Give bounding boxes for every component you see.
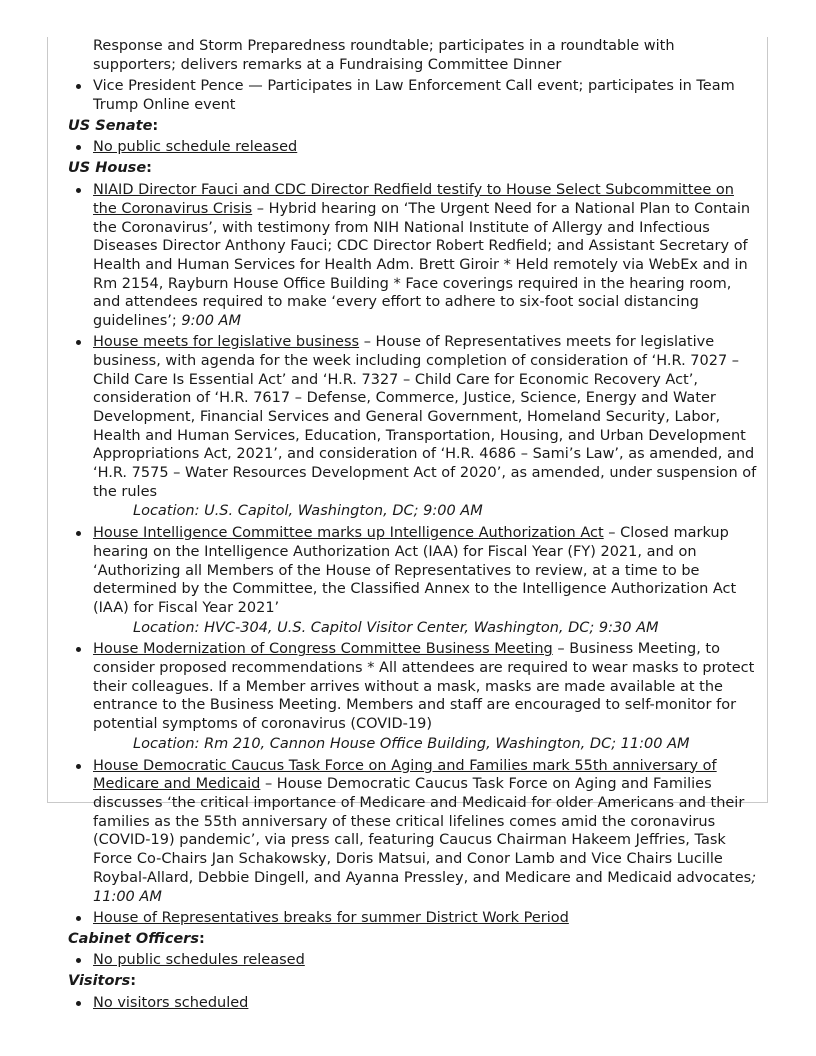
item-desc: – House of Representatives meets for legislative business, with agenda for the week including completion of consideration of ‘H.R. 7027 – Child Care Is Essential Act’ and ‘H.R. 7327 – Child Care for Economic Recovery Act’, consideration of ‘H.R. 7617 – Defense, Commerce, Justice, Science, Energy and Water Development, Financial Services and General Government, Homeland Security, Labor, Health and Human Services, Education, Transportation, Housing, and Urban Development Appropriations Act, 2021’, and consideration of ‘H.R. 4686 – Sami’s Law’, as amended, and ‘H.R. 7575 – Water Resources Development Act of 2020’, as amended, under suspension of the rules <box>93 334 757 500</box>
house-item-link[interactable]: NIAID Director Fauci and CDC Director Redfield testify to House Select Subcommittee on the Coronavirus Crisis <box>93 182 734 217</box>
item-desc: – Hybrid hearing on ‘The Urgent Need for a National Plan to Contain the Coronavirus’, with testimony from NIH National Institute of Allergy and Infectious Diseases Director Anthony Fauci; CDC Director Robert Redfield; and Assistant Secretary of Health and Human Services for Health Adm. Brett Giroir * Held remotely via WebEx and in Rm 2154, Rayburn House Office Building * Face coverings required in the hearing room, and attendees required to make ‘every effort to adhere to six-foot social distancing guidelines’; <box>93 200 751 330</box>
list-item <box>68 640 758 753</box>
list-item <box>68 138 758 157</box>
house-list <box>68 181 758 927</box>
item-desc: – House Democratic Caucus Task Force on Aging and Families discusses ‘the critical importance of Medicare and Medicaid for older Americans and their families as the 55th anniversary of these critical lifelines comes amid the coronavirus (COVID-19) pandemic’, via press call, featuring Caucus Chairman Hakeem Jeffries, Task Force Co-Chairs Jan Schakowsky, Doris Matsui, and Conor Lamb and Vice Chairs Lucille Roybal-Allard, Debbie Dingell, and Ayanna Pressley, and Medicare and Medicaid advocates <box>93 776 752 886</box>
senate-schedule-link[interactable]: No public schedule released <box>93 139 298 156</box>
cabinet-list <box>68 951 758 970</box>
cabinet-schedule-link[interactable]: No public schedules released <box>93 952 305 969</box>
item-time: ; 11:00 AM <box>93 869 757 905</box>
house-heading: US House: <box>68 160 152 177</box>
cabinet-heading: Cabinet Officers: <box>68 930 205 947</box>
list-item <box>68 333 758 521</box>
senate-list <box>68 138 758 157</box>
item-desc: – Closed markup hearing on the Intelligence Authorization Act (IAA) for Fiscal Year (FY) 2021, and on ‘Authorizing all Members of the House of Representatives to review, at a time to be determined by the Committee, the Classified Annex to the Intelligence Authorization Act (IAA) for Fiscal Year 2021’ <box>93 525 737 616</box>
visitors-schedule-link[interactable]: No visitors scheduled <box>93 995 249 1012</box>
senate-heading: US Senate: <box>68 117 159 134</box>
list-item <box>68 994 758 1013</box>
house-item-link[interactable]: House Modernization of Congress Committee Business Meeting <box>93 641 553 658</box>
visitors-list <box>68 994 758 1013</box>
item-text: Response and Storm Preparedness roundtable; participates in a roundtable with supporters; delivers remarks at a Fundraising Committee Dinner <box>93 38 675 73</box>
top-list <box>68 37 758 114</box>
list-item <box>68 951 758 970</box>
list-item <box>68 37 758 74</box>
item-location: Location: HVC-304, U.S. Capitol Visitor Center, Washington, DC; 9:30 AM <box>133 619 659 636</box>
house-item-link[interactable]: House Intelligence Committee marks up Intelligence Authorization Act <box>93 525 604 542</box>
list-item <box>68 524 758 637</box>
visitors-heading: Visitors: <box>68 973 137 990</box>
list-item <box>68 757 758 907</box>
item-time: 9:00 AM <box>181 313 241 330</box>
house-item-link[interactable]: House Democratic Caucus Task Force on Aging and Families mark 55th anniversary of Medicare and Medicaid <box>93 757 717 793</box>
list-item <box>68 181 758 331</box>
item-location: Location: Rm 210, Cannon House Office Building, Washington, DC; 11:00 AM <box>133 735 690 752</box>
schedule-content <box>68 37 758 1015</box>
house-item-link[interactable]: House meets for legislative business <box>93 334 360 351</box>
list-item <box>68 77 758 114</box>
list-item <box>68 909 758 928</box>
item-text: Vice President Pence — Participates in Law Enforcement Call event; participates in Team Trump Online event <box>93 77 735 113</box>
item-desc: – Business Meeting, to consider proposed recommendations * All attendees are required to wear masks to protect their colleagues. If a Member arrives without a mask, masks are made available at the entrance to the Business Meeting. Members and staff are encouraged to self-monitor for potential symptoms of coronavirus (COVID-19) <box>93 641 755 733</box>
item-location: Location: U.S. Capitol, Washington, DC; 9:00 AM <box>133 503 483 520</box>
house-item-link[interactable]: House of Representatives breaks for summer District Work Period <box>93 909 569 926</box>
